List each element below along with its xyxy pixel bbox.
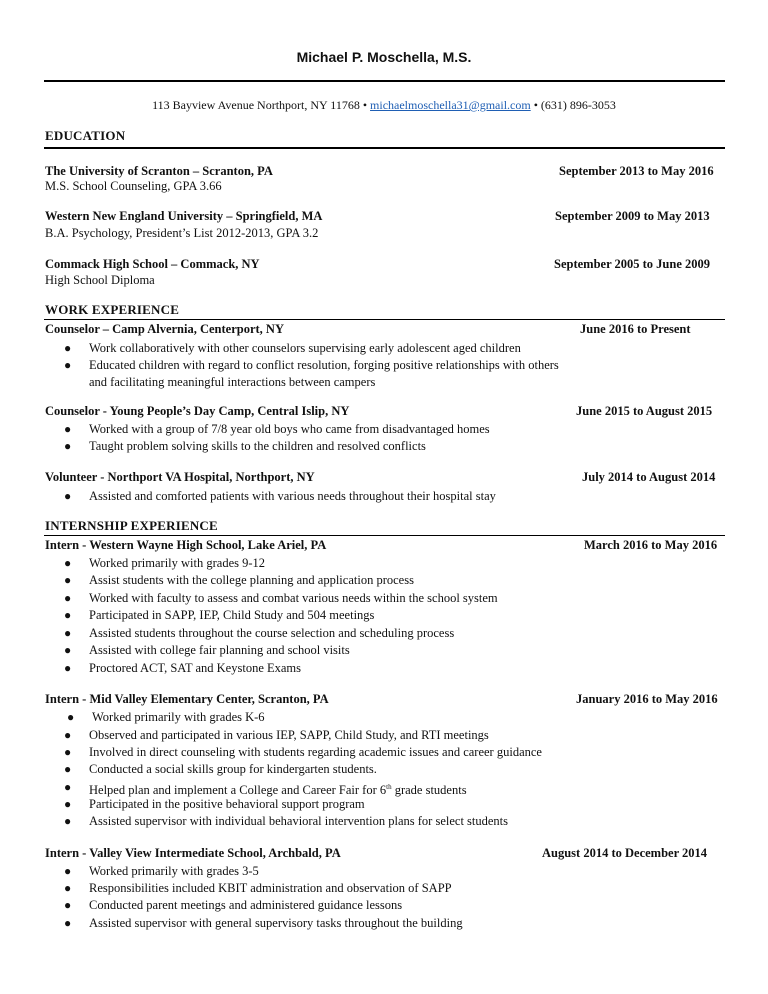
- list-item: ● Observed and participated in various IEP, SAPP, Child Study, and RTI meetings: [64, 728, 489, 742]
- internship-entry: [45, 538, 723, 554]
- education-school: Western New England University – Springfield, MA: [45, 209, 323, 223]
- education-entry: [45, 257, 723, 273]
- internship-entry: [45, 692, 723, 708]
- section-title-internship: INTERNSHIP EXPERIENCE: [45, 518, 218, 533]
- section-title-work: WORK EXPERIENCE: [45, 302, 180, 317]
- education-school: The University of Scranton – Scranton, PA: [45, 164, 273, 178]
- separator: •: [362, 98, 368, 112]
- education-degree: M.S. School Counseling, GPA 3.66: [45, 179, 222, 193]
- education-dates: September 2013 to May 2016: [559, 164, 714, 178]
- education-degree: High School Diploma: [45, 273, 155, 287]
- resume-name: Michael P. Moschella, M.S.: [296, 49, 472, 65]
- contact-line: [0, 98, 768, 113]
- internship-entry: [45, 846, 723, 862]
- internship-title: Intern - Mid Valley Elementary Center, Scranton, PA: [45, 692, 329, 706]
- work-entry: [45, 470, 723, 486]
- list-item: ● Assisted students throughout the course selection and scheduling process: [64, 626, 455, 640]
- internship-title: Intern - Valley View Intermediate School, Archbald, PA: [45, 846, 341, 860]
- list-item: ● Responsibilities included KBIT administration and observation of SAPP: [64, 881, 452, 895]
- list-item: ● Taught problem solving skills to the children and resolved conflicts: [64, 439, 426, 453]
- work-entry: [45, 322, 723, 338]
- separator: •: [533, 98, 538, 112]
- internship-dates: August 2014 to December 2014: [542, 846, 708, 860]
- list-item: ● Conducted parent meetings and administered guidance lessons: [64, 898, 403, 912]
- list-item: ● Assist students with the college planning and application process: [64, 573, 414, 587]
- list-item-continued: and facilitating meaningful interactions between campers: [89, 375, 376, 389]
- education-entry: [45, 209, 723, 225]
- section-divider: [44, 535, 725, 536]
- list-item: ● Worked with faculty to assess and combat various needs within the school system: [64, 591, 498, 605]
- education-entry: [45, 164, 723, 180]
- education-dates: September 2009 to May 2013: [555, 209, 710, 223]
- internship-dates: March 2016 to May 2016: [584, 538, 718, 552]
- list-item: ● Worked primarily with grades 9-12: [64, 556, 266, 570]
- job-title: Volunteer - Northport VA Hospital, Northport, NY: [45, 470, 315, 484]
- section-title-education: EDUCATION: [45, 128, 126, 143]
- job-title: Counselor – Camp Alvernia, Centerport, NY: [45, 322, 284, 336]
- list-item: ● Worked primarily with grades 3-5: [64, 864, 259, 878]
- internship-dates: January 2016 to May 2016: [576, 692, 718, 706]
- internship-title: Intern - Western Wayne High School, Lake Ariel, PA: [45, 538, 327, 552]
- list-item: ● Involved in direct counseling with students regarding academic issues and career guidance: [64, 745, 542, 759]
- education-degree: B.A. Psychology, President’s List 2012-2013, GPA 3.2: [45, 226, 319, 240]
- section-divider: [44, 319, 725, 320]
- list-item: ● Work collaboratively with other counselors supervising early adolescent aged children: [64, 341, 521, 355]
- job-dates: July 2014 to August 2014: [582, 470, 716, 484]
- email-link[interactable]: michaelmoschella31@gmail.com: [370, 98, 531, 112]
- job-dates: June 2015 to August 2015: [576, 404, 713, 418]
- list-item: ● Participated in the positive behavioral support program: [64, 797, 365, 811]
- education-dates: September 2005 to June 2009: [554, 257, 711, 271]
- address: 113 Bayview Avenue Northport, NY 11768: [152, 98, 360, 112]
- phone: (631) 896-3053: [540, 98, 616, 112]
- job-title: Counselor - Young People’s Day Camp, Central Islip, NY: [45, 404, 350, 418]
- header-divider: [44, 80, 725, 82]
- list-item: ● Assisted with college fair planning and school visits: [64, 643, 350, 657]
- list-item: ● Worked with a group of 7/8 year old boys who came from disadvantaged homes: [64, 422, 490, 436]
- job-dates: June 2016 to Present: [580, 322, 691, 336]
- work-entry: [45, 404, 723, 420]
- list-item: ● Proctored ACT, SAT and Keystone Exams: [64, 661, 302, 675]
- list-item: ● Worked primarily with grades K-6: [67, 710, 265, 724]
- list-item: ● Assisted supervisor with individual behavioral intervention plans for select students: [64, 814, 509, 828]
- list-item: ● Participated in SAPP, IEP, Child Study and 504 meetings: [64, 608, 375, 622]
- list-item: ● Helped plan and implement a College and Career Fair for 6th grade students: [64, 780, 467, 798]
- education-school: Commack High School – Commack, NY: [45, 257, 260, 271]
- list-item: ● Educated children with regard to conflict resolution, forging positive relationships with others: [64, 358, 559, 372]
- list-item: ● Assisted supervisor with general supervisory tasks throughout the building: [64, 916, 463, 930]
- list-item: ● Assisted and comforted patients with various needs throughout their hospital stay: [64, 489, 496, 503]
- section-divider: [44, 147, 725, 149]
- list-item: ● Conducted a social skills group for kindergarten students.: [64, 762, 377, 776]
